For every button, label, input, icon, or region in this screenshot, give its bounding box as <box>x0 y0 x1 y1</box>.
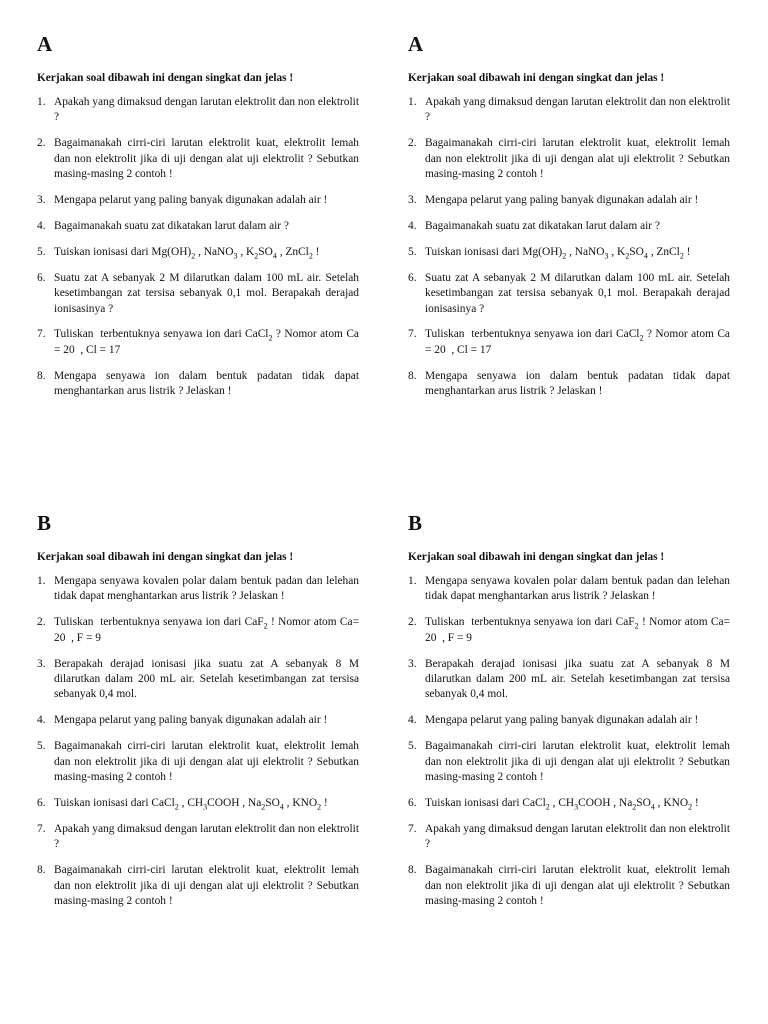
question-text: Suatu zat A sebanyak 2 M dilarutkan dalam 100 mL air. Setelah kesetimbangan zat tersisa sebanyak 0,1 mol. Berapakah derajad ionisasinya ? <box>54 271 359 315</box>
question-item <box>37 271 359 317</box>
question-text: Bagaimanakah suatu zat dikatakan larut dalam air ? <box>54 219 289 232</box>
question-item <box>37 369 359 400</box>
question-item <box>37 713 359 728</box>
question-number: 8. <box>37 369 46 382</box>
question-item <box>37 657 359 703</box>
instruction-text: Kerjakan soal dibawah ini dengan singkat dan jelas ! <box>408 72 665 84</box>
question-number: 7. <box>37 822 46 835</box>
question-number: 2. <box>408 616 417 629</box>
question-list <box>408 95 730 400</box>
question-list <box>37 95 359 400</box>
block-letter: A <box>37 32 53 56</box>
question-text: Tuiskan ionisasi dari CaCl$_2$ , $CH_3COOH$ , $Na_2SO_4$ , $KNO_2$ ! <box>425 796 699 812</box>
question-text: Apakah yang dimaksud dengan larutan elektrolit dan non elektrolit ? <box>54 96 359 124</box>
instruction-text: Kerjakan soal dibawah ini dengan singkat dan jelas ! <box>37 551 294 563</box>
question-text: Tuiskan ionisasi dari CaCl$_2$ , $CH_3COOH$ , $Na_2SO_4$ , $KNO_2$ ! <box>54 796 328 812</box>
question-text: Bagaimanakah suatu zat dikatakan larut dalam air ? <box>425 219 660 232</box>
instruction-text: Kerjakan soal dibawah ini dengan singkat dan jelas ! <box>37 72 294 84</box>
question-number: 4. <box>408 714 417 727</box>
question-text: Mengapa senyawa ion dalam bentuk padatan tidak dapat menghantarkan arus listrik ? Jelaskan ! <box>54 369 359 398</box>
question-item <box>408 369 730 400</box>
question-text: Apakah yang dimaksud dengan larutan elektrolit dan non elektrolit ? <box>54 822 359 851</box>
question-text: Bagaimanakah cirri-ciri larutan elektrolit kuat, elektrolit lemah dan non elektrolit jika di uji dengan alat uji elektrolit ? Sebutkan masing-masing 2 contoh ! <box>54 864 359 907</box>
question-text: Bagaimanakah cirri-ciri larutan elektrolit kuat, elektrolit lemah dan non elektrolit jika di uji dengan alat uji elektrolit ? Sebutkan masing-masing 2 contoh ! <box>54 137 359 181</box>
question-text: Bagaimanakah cirri-ciri larutan elektrolit kuat, elektrolit lemah dan non elektrolit jika di uji dengan alat uji elektrolit ? Sebutkan masing-masing 2 contoh ! <box>425 740 730 784</box>
question-item <box>408 822 730 853</box>
question-text: Mengapa pelarut yang paling banyak digunakan adalah air ! <box>425 194 699 207</box>
block-letter: B <box>408 511 423 535</box>
question-text: Tuliskan terbentuknya senyawa ion dari CaCl$_2$ ? Nomor atom Ca = 20 , Cl = 17 <box>54 328 359 356</box>
question-item <box>408 95 730 126</box>
quiz-block-b-left <box>37 511 359 920</box>
question-item <box>408 657 730 703</box>
question-text: Mengapa senyawa kovalen polar dalam bentuk padan dan lelehan tidak dapat menghantarkan arus listrik ? Jelaskan ! <box>54 575 359 603</box>
question-text: Tuliskan terbentuknya senyawa ion dari CaF$_2$ ! Nomor atom Ca= 20 , F = 9 <box>425 616 730 644</box>
question-number: 3. <box>37 194 46 207</box>
question-item <box>408 574 730 605</box>
question-item <box>37 219 359 234</box>
question-number: 4. <box>37 714 46 727</box>
question-text: Berapakah derajad ionisasi jika suatu zat A sebanyak 8 M dilarutkan dalam 200 mL air. Setelah kesetimbangan zat tersisa sebanyak 0,4 mol. <box>54 657 359 701</box>
question-text: Bagaimanakah cirri-ciri larutan elektrolit kuat, elektrolit lemah dan non elektrolit jika di uji dengan alat uji elektrolit ? Sebutkan masing-masing 2 contoh ! <box>425 864 730 907</box>
block-letter: A <box>408 32 424 56</box>
question-number: 3. <box>408 657 417 670</box>
question-item <box>37 95 359 126</box>
question-text: Tuliskan terbentuknya senyawa ion dari CaF$_2$ ! Nomor atom Ca= 20 , F = 9 <box>54 616 359 644</box>
question-item <box>408 245 730 260</box>
question-text: Mengapa senyawa ion dalam bentuk padatan tidak dapat menghantarkan arus listrik ? Jelaskan ! <box>425 369 730 398</box>
question-number: 3. <box>37 657 46 670</box>
block-letter: B <box>37 511 52 535</box>
question-item <box>37 615 359 646</box>
question-number: 5. <box>408 740 417 753</box>
quiz-block-a-left <box>37 32 359 410</box>
question-number: 1. <box>408 96 417 108</box>
question-text: Bagaimanakah cirri-ciri larutan elektrolit kuat, elektrolit lemah dan non elektrolit jika di uji dengan alat uji elektrolit ? Sebutkan masing-masing 2 contoh ! <box>425 137 730 181</box>
question-text: Mengapa pelarut yang paling banyak digunakan adalah air ! <box>425 714 699 727</box>
question-number: 6. <box>408 271 417 284</box>
question-number: 7. <box>37 328 46 341</box>
question-number: 6. <box>37 271 46 284</box>
question-text: Bagaimanakah cirri-ciri larutan elektrolit kuat, elektrolit lemah dan non elektrolit jika di uji dengan alat uji elektrolit ? Sebutkan masing-masing 2 contoh ! <box>54 740 359 784</box>
question-list <box>37 574 359 909</box>
question-item <box>408 863 730 909</box>
question-number: 7. <box>408 328 417 341</box>
question-text: Apakah yang dimaksud dengan larutan elektrolit dan non elektrolit ? <box>425 822 730 851</box>
question-number: 2. <box>408 137 417 150</box>
question-item <box>408 327 730 358</box>
question-text: Mengapa senyawa kovalen polar dalam bentuk padan dan lelehan tidak dapat menghantarkan arus listrik ? Jelaskan ! <box>425 575 730 603</box>
question-item <box>408 615 730 646</box>
question-item <box>408 739 730 785</box>
question-number: 1. <box>37 96 46 108</box>
question-item <box>37 245 359 260</box>
question-text: Suatu zat A sebanyak 2 M dilarutkan dalam 100 mL air. Setelah kesetimbangan zat tersisa sebanyak 0,1 mol. Berapakah derajad ionisasinya ? <box>425 271 730 315</box>
question-number: 8. <box>408 864 417 877</box>
question-item <box>37 193 359 208</box>
question-item <box>37 863 359 909</box>
question-text: Berapakah derajad ionisasi jika suatu zat A sebanyak 8 M dilarutkan dalam 200 mL air. Setelah kesetimbangan zat tersisa sebanyak 0,4 mol. <box>425 657 730 701</box>
question-list <box>408 574 730 909</box>
question-number: 3. <box>408 194 417 207</box>
question-text: Mengapa pelarut yang paling banyak digunakan adalah air ! <box>54 714 328 727</box>
question-text: Tuliskan terbentuknya senyawa ion dari CaCl$_2$ ? Nomor atom Ca = 20 , Cl = 17 <box>425 328 730 356</box>
question-number: 8. <box>408 369 417 382</box>
question-number: 5. <box>37 740 46 753</box>
question-item <box>408 136 730 182</box>
question-text: Tuiskan ionisasi dari $Mg(OH)_2$ , NaNO$_3$ , $K_2SO_4$ , ZnCl$_2$ ! <box>425 245 691 261</box>
question-item <box>37 327 359 358</box>
question-item <box>408 796 730 811</box>
question-number: 4. <box>408 219 417 232</box>
question-number: 1. <box>37 575 46 587</box>
question-text: Apakah yang dimaksud dengan larutan elektrolit dan non elektrolit ? <box>425 96 730 124</box>
question-item <box>37 136 359 182</box>
question-number: 1. <box>408 575 417 587</box>
question-text: Mengapa pelarut yang paling banyak digunakan adalah air ! <box>54 194 328 207</box>
question-number: 5. <box>37 245 46 258</box>
instruction-text: Kerjakan soal dibawah ini dengan singkat dan jelas ! <box>408 551 665 563</box>
question-number: 7. <box>408 822 417 835</box>
question-number: 6. <box>37 796 46 809</box>
question-item <box>408 193 730 208</box>
question-number: 2. <box>37 137 46 150</box>
question-text: Tuiskan ionisasi dari $Mg(OH)_2$ , NaNO$_3$ , $K_2SO_4$ , ZnCl$_2$ ! <box>54 245 320 261</box>
question-number: 8. <box>37 864 46 877</box>
quiz-block-b-right <box>408 511 730 920</box>
question-item <box>37 796 359 811</box>
question-item <box>37 822 359 853</box>
quiz-block-a-right <box>408 32 730 410</box>
question-item <box>408 271 730 317</box>
question-number: 2. <box>37 616 46 629</box>
question-item <box>37 739 359 785</box>
question-number: 5. <box>408 245 417 258</box>
question-item <box>408 713 730 728</box>
question-number: 4. <box>37 219 46 232</box>
question-number: 6. <box>408 796 417 809</box>
question-item <box>37 574 359 605</box>
question-item <box>408 219 730 234</box>
